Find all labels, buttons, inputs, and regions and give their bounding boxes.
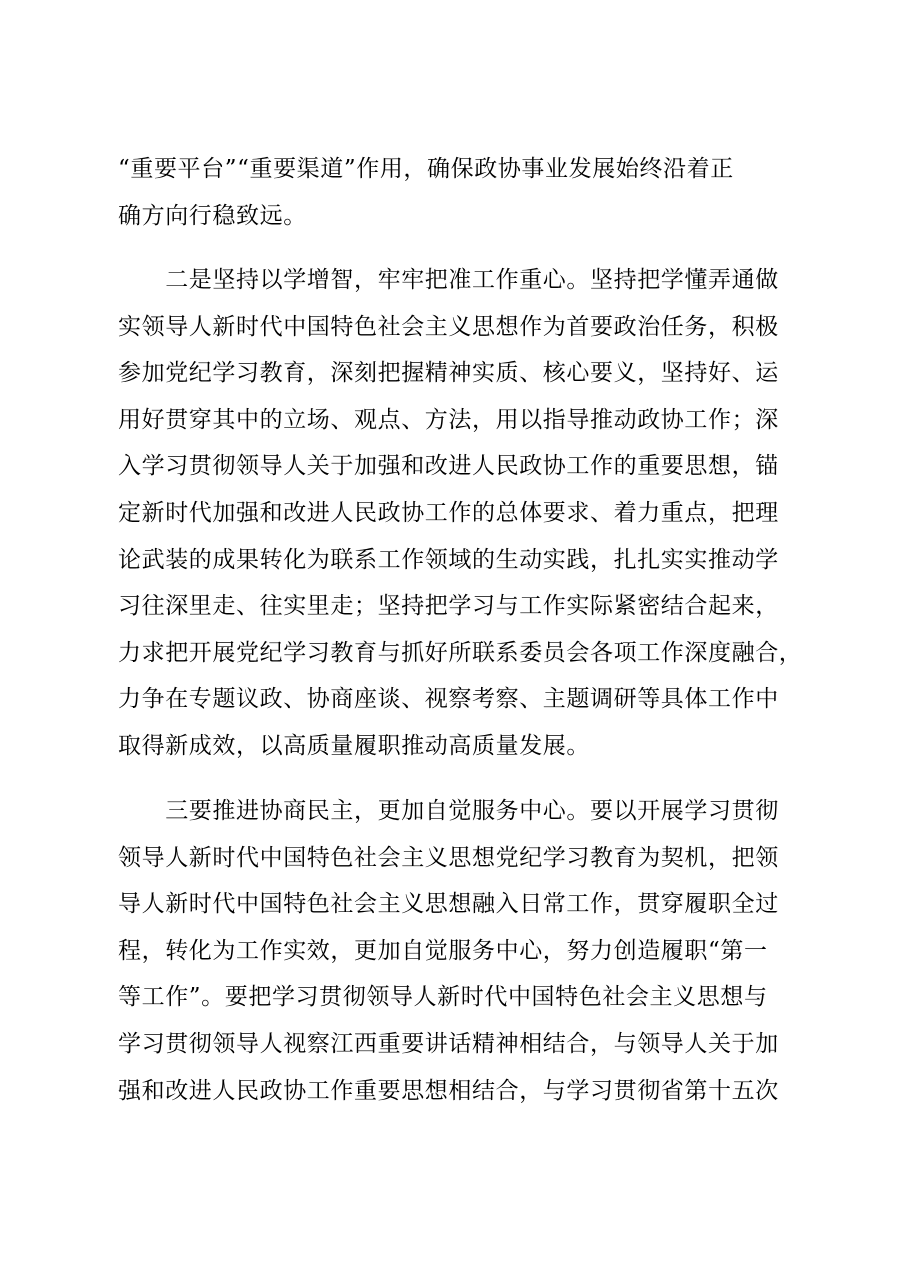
text-line: 导人新时代中国特色社会主义思想融入日常工作，贯穿履职全过	[118, 891, 779, 918]
paragraph-third-point	[118, 788, 790, 1114]
text-line: 力争在专题议政、协商座谈、视察考察、主题调研等具体工作中	[118, 686, 779, 713]
text-line: 定新时代加强和改进人民政协工作的总体要求、着力重点，把理	[118, 499, 779, 526]
text-line: 等工作”。要把学习贯彻领导人新时代中国特色社会主义思想与	[118, 984, 768, 1011]
text-line: 强和改进人民政协工作重要思想相结合，与学习贯彻省第十五次	[118, 1077, 779, 1104]
text-line: 用好贯穿其中的立场、观点、方法，用以指导推动政协工作；深	[118, 406, 779, 433]
text-line: 确方向行稳致远。	[118, 202, 307, 229]
paragraph-continuation	[118, 146, 790, 239]
text-line: 力求把开展党纪学习教育与抓好所联系委员会各项工作深度融合，	[118, 639, 803, 666]
text-line: 实领导人新时代中国特色社会主义思想作为首要政治任务，积极	[118, 313, 779, 340]
paragraph-second-point	[118, 257, 803, 770]
text-line: 入学习贯彻领导人关于加强和改进人民政协工作的重要思想，锚	[118, 453, 779, 480]
text-line: 取得新成效，以高质量履职推动高质量发展。	[118, 732, 590, 759]
text-line: 三要推进协商民主，更加自觉服务中心。要以开展学习贯彻	[118, 798, 779, 824]
text-line: 程，转化为工作实效，更加自觉服务中心，努力创造履职“第一	[118, 937, 768, 964]
text-line: 习往深里走、往实里走；坚持把学习与工作实际紧密结合起来，	[118, 593, 779, 620]
text-line: 论武装的成果转化为联系工作领域的生动实践，扎扎实实推动学	[118, 546, 779, 573]
text-line: 学习贯彻领导人视察江西重要讲话精神相结合，与领导人关于加	[118, 1030, 779, 1057]
text-line: “重要平台”“重要渠道”作用，确保政协事业发展始终沿着正	[118, 156, 734, 182]
text-line: 二是坚持以学增智，牢牢把准工作重心。坚持把学懂弄通做	[118, 267, 779, 293]
text-line: 领导人新时代中国特色社会主义思想党纪学习教育为契机，把领	[118, 844, 779, 871]
text-line: 参加党纪学习教育，深刻把握精神实质、核心要义，坚持好、运	[118, 360, 779, 387]
